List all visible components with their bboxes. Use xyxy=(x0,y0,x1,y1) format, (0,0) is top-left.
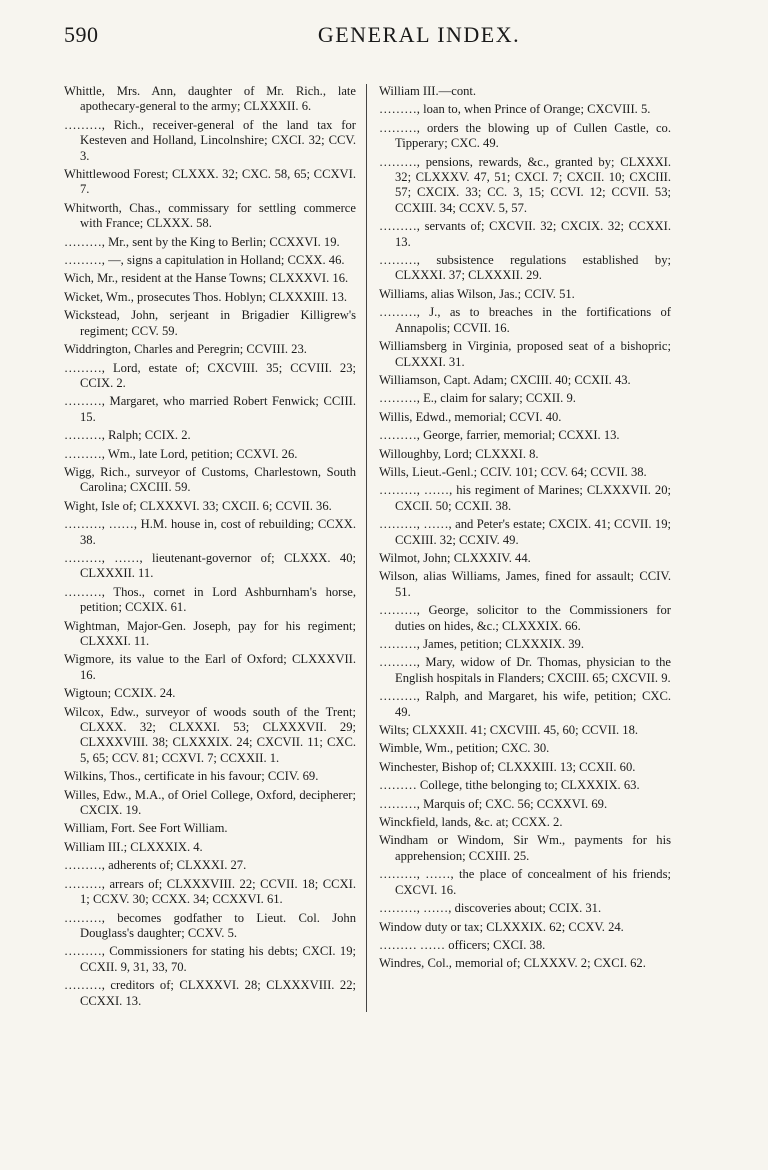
index-entry: Wimble, Wm., petition; CXC. 30. xyxy=(379,741,550,756)
index-entry: Whitworth, Chas., commissary for settling commerce with France; CLXXX. 58. xyxy=(64,200,356,231)
index-entry: ………, Wm., late Lord, petition; CCXVI. 26. xyxy=(64,446,298,461)
index-entry: ………, subsistence regulations established by; CLXXXI. 37; CLXXXII. 29. xyxy=(379,253,671,283)
index-entry: Wilmot, John; CLXXXIV. 44. xyxy=(379,550,531,565)
index-entry: ……… …… officers; CXCI. 38. xyxy=(379,937,546,952)
index-entry: Whittle, Mrs. Ann, daughter of Mr. Rich., late apothecary-general to the army; CLXXXII. 6. xyxy=(64,84,356,114)
index-entry: ………, ……, lieutenant-governor of; CLXXX. 40; CLXXXII. 11. xyxy=(64,550,356,581)
index-entry: Wills, Lieut.-Genl.; CCIV. 101; CCV. 64; CCVII. 38. xyxy=(379,464,647,479)
index-entry: Wicket, Wm., prosecutes Thos. Hoblyn; CLXXXIII. 13. xyxy=(64,289,348,304)
index-entry: ………, George, solicitor to the Commissioners for duties on hides, &c.; CLXXXIX. 66. xyxy=(379,603,671,633)
index-entry: ………, George, farrier, memorial; CCXXI. 13. xyxy=(379,428,620,443)
index-entry: Whittlewood Forest; CLXXX. 32; CXC. 58, 65; CCXVI. 7. xyxy=(64,167,356,197)
index-entry: Winchester, Bishop of; CLXXXIII. 13; CCXII. 60. xyxy=(379,759,636,774)
index-entry: ………, pensions, rewards, &c., granted by; CLXXXI. 32; CLXXXV. 47, 51; CXCI. 7; CXCII. 10; CXCIII. 57; CXCIX. 33; CC. 3, 15; CCVI. 12; CCVII. 53; CCXIII. 34; CCXV. 5, 57. xyxy=(379,154,671,215)
index-entry: ………, Margaret, who married Robert Fenwick; CCIII. 15. xyxy=(64,394,356,424)
index-entry: ………, ……, and Peter's estate; CXCIX. 41; CCVII. 19; CCXIII. 32; CCXIV. 49. xyxy=(379,517,671,547)
index-entry: ………, orders the blowing up of Cullen Castle, co. Tipperary; CXC. 49. xyxy=(379,120,671,151)
index-entry: Williamson, Capt. Adam; CXCIII. 40; CCXII. 43. xyxy=(379,372,631,387)
index-entry: Wight, Isle of; CLXXXVI. 33; CXCII. 6; CCVII. 36. xyxy=(64,498,332,513)
index-entry: Wilcox, Edw., surveyor of woods south of the Trent; CLXXX. 32; CLXXXI. 53; CLXXXVII. 29; CLXXXVIII. 38; CLXXXIX. 24; CXCVII. 11; CXC. 5, 65; CCV. 81; CCXVI. 7; CCXXII. 1. xyxy=(64,704,356,765)
index-entry: ………, adherents of; CLXXXI. 27. xyxy=(64,858,247,873)
index-entry: William III.; CLXXXIX. 4. xyxy=(64,839,203,854)
index-entry: Wich, Mr., resident at the Hanse Towns; CLXXXVI. 16. xyxy=(64,271,349,286)
left-column xyxy=(64,84,366,1012)
index-entry: Windham or Windom, Sir Wm., payments for his apprehension; CCXIII. 25. xyxy=(379,833,671,863)
index-entry: Wigmore, its value to the Earl of Oxford; CLXXXVII. 16. xyxy=(64,652,356,682)
index-entry: Widdrington, Charles and Peregrin; CCVIII. 23. xyxy=(64,342,307,357)
index-entry: Wigg, Rich., surveyor of Customs, Charlestown, South Carolina; CXCIII. 59. xyxy=(64,464,356,495)
index-entry: Wilts; CLXXXII. 41; CXCVIII. 45, 60; CCVII. 18. xyxy=(379,723,639,738)
index-columns xyxy=(64,84,704,1012)
index-entry: Williams, alias Wilson, Jas.; CCIV. 51. xyxy=(379,286,575,301)
index-entry: ………, ……, discoveries about; CCIX. 31. xyxy=(379,901,602,916)
index-entry: ………, Ralph; CCIX. 2. xyxy=(64,428,191,443)
index-entry: ………, Lord, estate of; CXCVIII. 35; CCVIII. 23; CCIX. 2. xyxy=(64,360,356,390)
index-entry: Wilson, alias Williams, James, fined for assault; CCIV. 51. xyxy=(379,569,671,599)
index-entry: Winckfield, lands, &c. at; CCXX. 2. xyxy=(379,815,563,830)
index-entry: ………, Marquis of; CXC. 56; CCXXVI. 69. xyxy=(379,796,608,811)
page-number: 590 xyxy=(64,22,99,47)
index-entry: Willoughby, Lord; CLXXXI. 8. xyxy=(379,446,539,461)
index-entry: ………, James, petition; CLXXXIX. 39. xyxy=(379,637,584,651)
index-entry: Wigtoun; CCXIX. 24. xyxy=(64,686,176,701)
index-entry: ………, Ralph, and Margaret, his wife, petition; CXC. 49. xyxy=(379,689,671,719)
index-entry: Willes, Edw., M.A., of Oriel College, Oxford, decipherer; CXCIX. 19. xyxy=(64,787,356,818)
running-head: GENERAL INDEX. xyxy=(317,22,521,47)
index-entry: William, Fort. See Fort William. xyxy=(64,821,228,836)
index-entry: Window duty or tax; CLXXXIX. 62; CCXV. 24. xyxy=(379,919,624,934)
index-entry: ………, ……, H.M. house in, cost of rebuilding; CCXX. 38. xyxy=(64,517,356,547)
index-entry: ………, E., claim for salary; CCXII. 9. xyxy=(379,391,576,406)
index-entry: Wickstead, John, serjeant in Brigadier Killigrew's regiment; CCV. 59. xyxy=(64,308,356,338)
index-entry: ………, ……, the place of concealment of his friends; CXCVI. 16. xyxy=(379,867,671,897)
index-entry: ………, servants of; CXCVII. 32; CXCIX. 32; CCXXI. 13. xyxy=(379,219,671,249)
index-entry: Willis, Edwd., memorial; CCVI. 40. xyxy=(379,409,562,424)
index-entry: Wightman, Major-Gen. Joseph, pay for his regiment; CLXXXI. 11. xyxy=(64,618,356,648)
index-entry: ………, becomes godfather to Lieut. Col. John Douglass's daughter; CCXV. 5. xyxy=(64,910,356,940)
index-entry: ………, Mary, widow of Dr. Thomas, physician to the English hospitals in Flanders; CXCIII. 65; CXCVII. 9. xyxy=(379,655,671,685)
index-entry: William III.—cont. xyxy=(379,84,477,98)
index-entry: ………, J., as to breaches in the fortifications of Annapolis; CCVII. 16. xyxy=(379,305,671,335)
index-entry: ………, Mr., sent by the King to Berlin; CCXXVI. 19. xyxy=(64,234,340,249)
index-entry: ………, Thos., cornet in Lord Ashburnham's horse, petition; CCXIX. 61. xyxy=(64,584,356,615)
index-entry: ………, loan to, when Prince of Orange; CXCVIII. 5. xyxy=(379,102,651,117)
index-entry: ……… College, tithe belonging to; CLXXXIX. 63. xyxy=(379,778,640,793)
right-column xyxy=(366,84,671,1012)
index-entry: ………, Commissioners for stating his debts; CXCI. 19; CCXII. 9, 31, 33, 70. xyxy=(64,944,356,974)
index-entry: ………, ……, his regiment of Marines; CLXXXVII. 20; CXCII. 50; CCXII. 38. xyxy=(379,483,671,513)
index-entry: Wilkins, Thos., certificate in his favour; CCIV. 69. xyxy=(64,769,319,784)
page-header xyxy=(64,22,704,62)
index-entry: ………, —, signs a capitulation in Holland; CCXX. 46. xyxy=(64,253,345,268)
index-entry: ………, Rich., receiver-general of the land tax for Kesteven and Holland, Lincolnshire; CXCI. 32; CCV. 3. xyxy=(64,117,356,163)
index-entry: ………, creditors of; CLXXXVI. 28; CLXXXVIII. 22; CCXXI. 13. xyxy=(64,978,356,1008)
index-entry: Williamsberg in Virginia, proposed seat of a bishopric; CLXXXI. 31. xyxy=(379,339,671,369)
index-entry: Windres, Col., memorial of; CLXXXV. 2; CXCI. 62. xyxy=(379,956,646,971)
index-entry: ………, arrears of; CLXXXVIII. 22; CCVII. 18; CCXI. 1; CCXV. 30; CCXX. 34; CCXXVI. 61. xyxy=(64,876,356,907)
